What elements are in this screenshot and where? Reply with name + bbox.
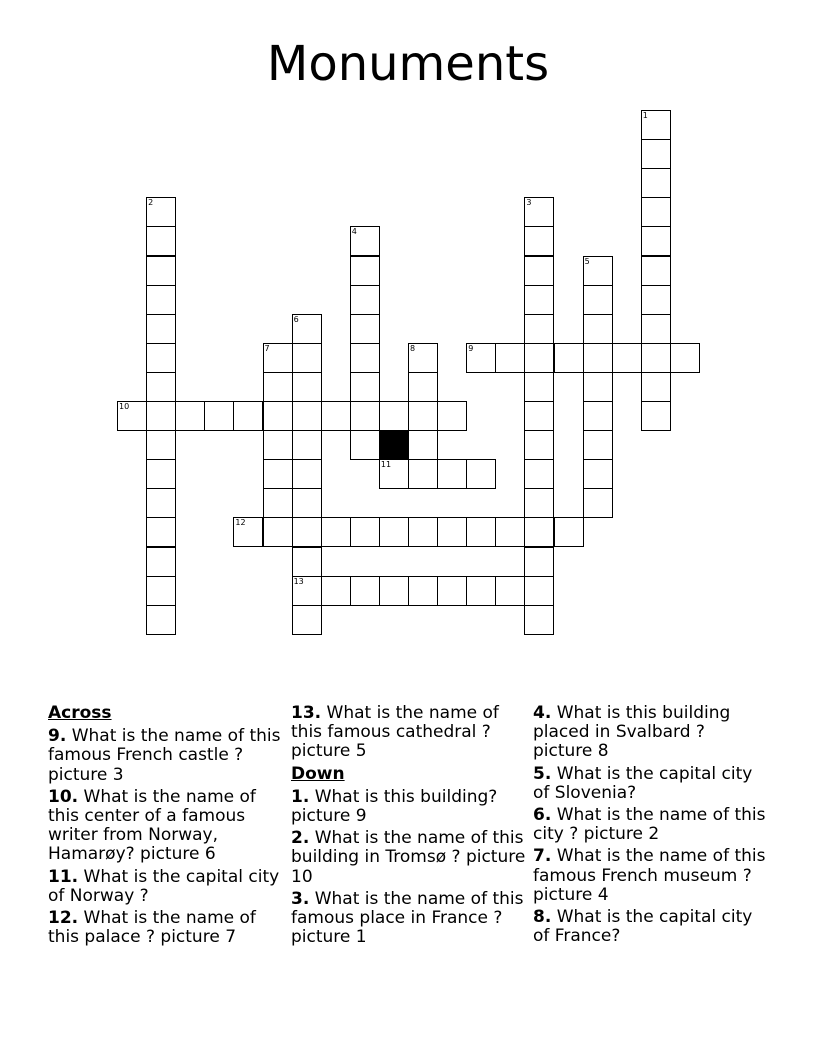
clues-column-3 bbox=[533, 704, 769, 949]
grid-cell[interactable] bbox=[350, 576, 380, 606]
across-clue-list-continued bbox=[291, 704, 527, 762]
grid-cell[interactable] bbox=[524, 197, 554, 227]
grid-cell[interactable] bbox=[263, 372, 293, 402]
grid-cell[interactable] bbox=[146, 256, 176, 286]
grid-cell[interactable] bbox=[146, 372, 176, 402]
grid-cell[interactable] bbox=[524, 576, 554, 606]
grid-cell[interactable] bbox=[495, 576, 525, 606]
grid-cell[interactable] bbox=[263, 430, 293, 460]
grid-cell[interactable] bbox=[350, 226, 380, 256]
grid-cell[interactable] bbox=[641, 314, 671, 344]
clue-number: 12 bbox=[235, 518, 246, 528]
grid-cell[interactable] bbox=[350, 401, 380, 431]
clue-number: 13 bbox=[293, 576, 304, 586]
clue-number: 10 bbox=[119, 402, 130, 411]
grid-cell[interactable] bbox=[321, 576, 351, 606]
clue-item-text: What is the capital city of Slovenia? bbox=[533, 763, 753, 803]
grid-cell[interactable] bbox=[641, 343, 671, 373]
clue-item bbox=[48, 788, 284, 865]
clue-item-text: What is the name of this city ? picture 2 bbox=[533, 805, 766, 845]
clue-item-number: 8. bbox=[533, 907, 552, 928]
grid-cell[interactable] bbox=[263, 488, 293, 518]
clue-item bbox=[291, 704, 527, 762]
grid-cell[interactable] bbox=[641, 226, 671, 256]
grid-cell[interactable] bbox=[146, 197, 176, 227]
clue-item-text: What is this building placed in Svalbard ? picture 8 bbox=[533, 703, 731, 762]
clue-item-text: What is the capital city of France? bbox=[533, 907, 753, 947]
grid-cell[interactable] bbox=[641, 110, 671, 140]
grid-cell[interactable] bbox=[583, 256, 613, 286]
grid-cell[interactable] bbox=[321, 401, 351, 431]
grid-cell[interactable] bbox=[146, 401, 176, 431]
grid-cell[interactable] bbox=[466, 459, 496, 489]
grid-cell[interactable] bbox=[204, 401, 234, 431]
grid-cell[interactable] bbox=[408, 576, 438, 606]
clue-item-number: 5. bbox=[533, 763, 552, 784]
clue-item-text: What is this building? picture 9 bbox=[291, 786, 498, 827]
grid-cell[interactable] bbox=[641, 401, 671, 431]
grid-cell[interactable] bbox=[554, 517, 584, 547]
clue-item bbox=[533, 847, 769, 905]
grid-cell[interactable] bbox=[350, 372, 380, 402]
grid-cell[interactable] bbox=[524, 372, 554, 402]
clue-number: 5 bbox=[584, 256, 590, 266]
grid-cell[interactable] bbox=[350, 285, 380, 315]
grid-cell[interactable] bbox=[583, 459, 613, 489]
grid-cell[interactable] bbox=[379, 401, 409, 431]
grid-cell[interactable] bbox=[292, 576, 322, 606]
grid-cell[interactable] bbox=[292, 372, 322, 402]
clue-item-text: What is the name of this famous French museum ? picture 4 bbox=[533, 846, 766, 905]
grid-cell[interactable] bbox=[379, 517, 409, 547]
clue-item bbox=[48, 868, 284, 906]
grid-cell[interactable] bbox=[292, 430, 322, 460]
grid-cell[interactable] bbox=[524, 226, 554, 256]
clue-item-text: What is the name of this famous place in France ? picture 1 bbox=[291, 888, 524, 948]
grid-cell[interactable] bbox=[641, 285, 671, 315]
grid-cell[interactable] bbox=[583, 430, 613, 460]
clue-number: 2 bbox=[148, 198, 154, 208]
grid-cell[interactable] bbox=[146, 285, 176, 315]
grid-cell[interactable] bbox=[408, 517, 438, 547]
grid-cell[interactable] bbox=[263, 401, 293, 431]
clue-item-number: 3. bbox=[291, 888, 310, 909]
clue-item-number: 1. bbox=[291, 786, 310, 807]
clue-number: 8 bbox=[410, 343, 416, 353]
clue-number: 9 bbox=[468, 343, 474, 353]
grid-cell[interactable] bbox=[146, 517, 176, 547]
clue-item-number: 6. bbox=[533, 805, 552, 826]
grid-cell[interactable] bbox=[117, 401, 147, 431]
grid-cell[interactable] bbox=[146, 488, 176, 518]
grid-cell[interactable] bbox=[408, 372, 438, 402]
clue-item-text: What is the name of this famous French castle ? picture 3 bbox=[48, 726, 281, 785]
clue-item-number: 10. bbox=[48, 786, 79, 807]
clue-item-number: 2. bbox=[291, 828, 310, 849]
grid-cell[interactable] bbox=[524, 547, 554, 577]
down-clue-list-continued bbox=[533, 704, 769, 946]
grid-cell[interactable] bbox=[641, 168, 671, 198]
grid-cell[interactable] bbox=[146, 576, 176, 606]
clue-item bbox=[533, 765, 769, 803]
clue-number: 6 bbox=[293, 314, 299, 324]
clue-item bbox=[291, 890, 527, 948]
grid-cell[interactable] bbox=[583, 285, 613, 315]
clue-item-number: 9. bbox=[48, 726, 67, 747]
clues-column-2 bbox=[291, 704, 527, 950]
puzzle-title: Monuments bbox=[266, 36, 550, 92]
clue-item bbox=[291, 788, 527, 826]
grid-cell[interactable] bbox=[583, 343, 613, 373]
grid-cell[interactable] bbox=[495, 517, 525, 547]
grid-cell[interactable] bbox=[408, 459, 438, 489]
grid-cell[interactable] bbox=[524, 517, 554, 547]
grid-cell[interactable] bbox=[146, 459, 176, 489]
grid-cell[interactable] bbox=[524, 430, 554, 460]
clue-item-number: 7. bbox=[533, 846, 552, 867]
across-heading: Across bbox=[48, 703, 112, 723]
clue-item bbox=[291, 829, 527, 887]
clue-item-text: What is the name of this famous cathedral ? picture 5 bbox=[291, 703, 499, 762]
grid-cell[interactable] bbox=[641, 372, 671, 402]
grid-cell[interactable] bbox=[292, 488, 322, 518]
grid-cell[interactable] bbox=[437, 517, 467, 547]
grid-cell[interactable] bbox=[524, 285, 554, 315]
grid-cell[interactable] bbox=[292, 547, 322, 577]
grid-cell[interactable] bbox=[612, 343, 642, 373]
grid-cell[interactable] bbox=[350, 256, 380, 286]
grid-cell[interactable] bbox=[146, 314, 176, 344]
grid-cell[interactable] bbox=[379, 576, 409, 606]
grid-cell[interactable] bbox=[175, 401, 205, 431]
grid-cell[interactable] bbox=[263, 343, 293, 373]
grid-cell[interactable] bbox=[233, 401, 263, 431]
clues-column-1 bbox=[48, 704, 284, 950]
clue-item-number: 13. bbox=[291, 703, 322, 723]
grid-cell[interactable] bbox=[350, 314, 380, 344]
grid-cell[interactable] bbox=[670, 343, 700, 373]
grid-cell[interactable] bbox=[292, 517, 322, 547]
clue-item-text: What is the capital city of Norway ? bbox=[48, 866, 280, 906]
clue-number: 1 bbox=[642, 111, 648, 120]
clue-number: 11 bbox=[380, 460, 392, 470]
grid-cell[interactable] bbox=[408, 401, 438, 431]
grid-cell[interactable] bbox=[263, 517, 293, 547]
clue-item bbox=[48, 909, 284, 947]
grid-cell[interactable] bbox=[524, 314, 554, 344]
grid-cell[interactable] bbox=[146, 547, 176, 577]
grid-cell[interactable] bbox=[292, 343, 322, 373]
clue-item-number: 12. bbox=[48, 908, 79, 929]
grid-cell[interactable] bbox=[583, 401, 613, 431]
clue-number: 3 bbox=[526, 198, 532, 208]
grid-cell[interactable] bbox=[524, 401, 554, 431]
grid-cell[interactable] bbox=[583, 372, 613, 402]
black-square bbox=[379, 430, 409, 460]
grid-cell[interactable] bbox=[408, 430, 438, 460]
down-clue-list bbox=[291, 788, 527, 948]
grid-cell[interactable] bbox=[641, 256, 671, 286]
grid-cell[interactable] bbox=[350, 517, 380, 547]
clue-number: 4 bbox=[351, 227, 357, 237]
grid-cell[interactable] bbox=[146, 430, 176, 460]
clue-item-number: 4. bbox=[533, 703, 552, 723]
grid-cell[interactable] bbox=[524, 605, 554, 635]
grid-cell[interactable] bbox=[292, 314, 322, 344]
grid-cell[interactable] bbox=[263, 459, 293, 489]
grid-cell[interactable] bbox=[641, 139, 671, 169]
grid-cell[interactable] bbox=[466, 517, 496, 547]
clue-item bbox=[533, 908, 769, 946]
grid-cell[interactable] bbox=[524, 256, 554, 286]
grid-cell[interactable] bbox=[408, 343, 438, 373]
clue-item-text: What is the name of this center of a famous writer from Norway, Hamarøy? picture 6 bbox=[48, 786, 256, 865]
grid-cell[interactable] bbox=[437, 459, 467, 489]
grid-cell[interactable] bbox=[437, 576, 467, 606]
grid-cell[interactable] bbox=[350, 343, 380, 373]
grid-cell[interactable] bbox=[524, 459, 554, 489]
grid-cell[interactable] bbox=[466, 343, 496, 373]
clue-item bbox=[533, 704, 769, 762]
grid-cell[interactable] bbox=[583, 314, 613, 344]
grid-cell[interactable] bbox=[524, 343, 554, 373]
grid-cell[interactable] bbox=[233, 517, 263, 547]
grid-cell[interactable] bbox=[292, 605, 322, 635]
clue-item bbox=[533, 806, 769, 844]
clue-item-text: What is the name of this palace ? picture 7 bbox=[48, 908, 256, 948]
grid-cell[interactable] bbox=[146, 226, 176, 256]
grid-cell[interactable] bbox=[292, 401, 322, 431]
grid-cell[interactable] bbox=[321, 517, 351, 547]
grid-cell[interactable] bbox=[350, 430, 380, 460]
clue-item-text: What is the name of this building in Tromsø ? picture 10 bbox=[291, 828, 526, 887]
clue-item bbox=[48, 727, 284, 785]
clue-item-number: 11. bbox=[48, 866, 79, 887]
grid-cell[interactable] bbox=[146, 343, 176, 373]
grid-cell[interactable] bbox=[641, 197, 671, 227]
grid-cell[interactable] bbox=[292, 459, 322, 489]
across-clue-list bbox=[48, 727, 284, 947]
grid-cell[interactable] bbox=[554, 343, 584, 373]
grid-cell[interactable] bbox=[495, 343, 525, 373]
down-heading: Down bbox=[291, 763, 345, 784]
grid-cell[interactable] bbox=[379, 459, 409, 489]
grid-cell[interactable] bbox=[437, 401, 467, 431]
clue-number: 7 bbox=[264, 343, 270, 353]
grid-cell[interactable] bbox=[146, 605, 176, 635]
grid-cell[interactable] bbox=[466, 576, 496, 606]
grid-cell[interactable] bbox=[524, 488, 554, 518]
grid-cell[interactable] bbox=[583, 488, 613, 518]
